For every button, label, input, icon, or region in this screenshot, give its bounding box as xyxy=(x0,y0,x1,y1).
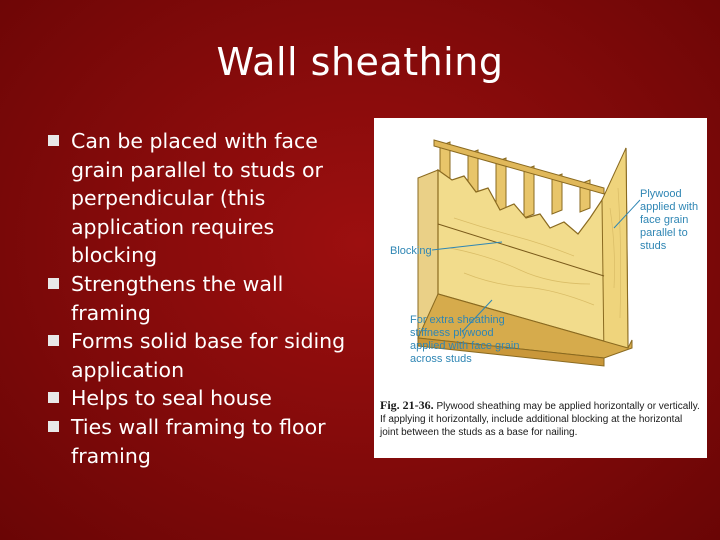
bullet-text: Ties wall framing to floor framing xyxy=(71,414,326,468)
square-bullet-icon xyxy=(48,278,59,289)
sheathing-figure xyxy=(374,118,707,458)
bullet-text: Helps to seal house xyxy=(71,386,272,411)
bullet-item xyxy=(48,270,348,327)
bullet-item xyxy=(48,327,348,384)
figure-caption xyxy=(380,399,702,439)
bullet-text: Can be placed with face grain parallel to studs or perpendicular (this application requires blocking xyxy=(71,129,323,268)
bullet-item xyxy=(48,127,348,270)
figure-number: Fig. 21-36. xyxy=(380,398,434,412)
square-bullet-icon xyxy=(48,135,59,146)
label-extra-stiffness: For extra sheathing stiffness plywood applied with face grain across studs xyxy=(410,314,520,365)
figure-caption-text: Plywood sheathing may be applied horizontally or vertically. If applying it horizontally, include additional blocking at the horizontal joint between the studs as a base for nailing. xyxy=(380,401,700,438)
bullet-item xyxy=(48,413,348,470)
label-plywood-parallel: Plywood applied with face grain parallel to studs xyxy=(640,188,699,252)
square-bullet-icon xyxy=(48,392,59,403)
square-bullet-icon xyxy=(48,335,59,346)
square-bullet-icon xyxy=(48,421,59,432)
bullet-item xyxy=(48,384,348,413)
slide-title: Wall sheathing xyxy=(216,40,504,84)
bullet-text: Strengthens the wall framing xyxy=(71,271,284,325)
label-blocking: Blocking xyxy=(390,245,432,257)
bullet-text: Forms solid base for siding application xyxy=(71,329,346,382)
bullet-list xyxy=(48,127,348,470)
